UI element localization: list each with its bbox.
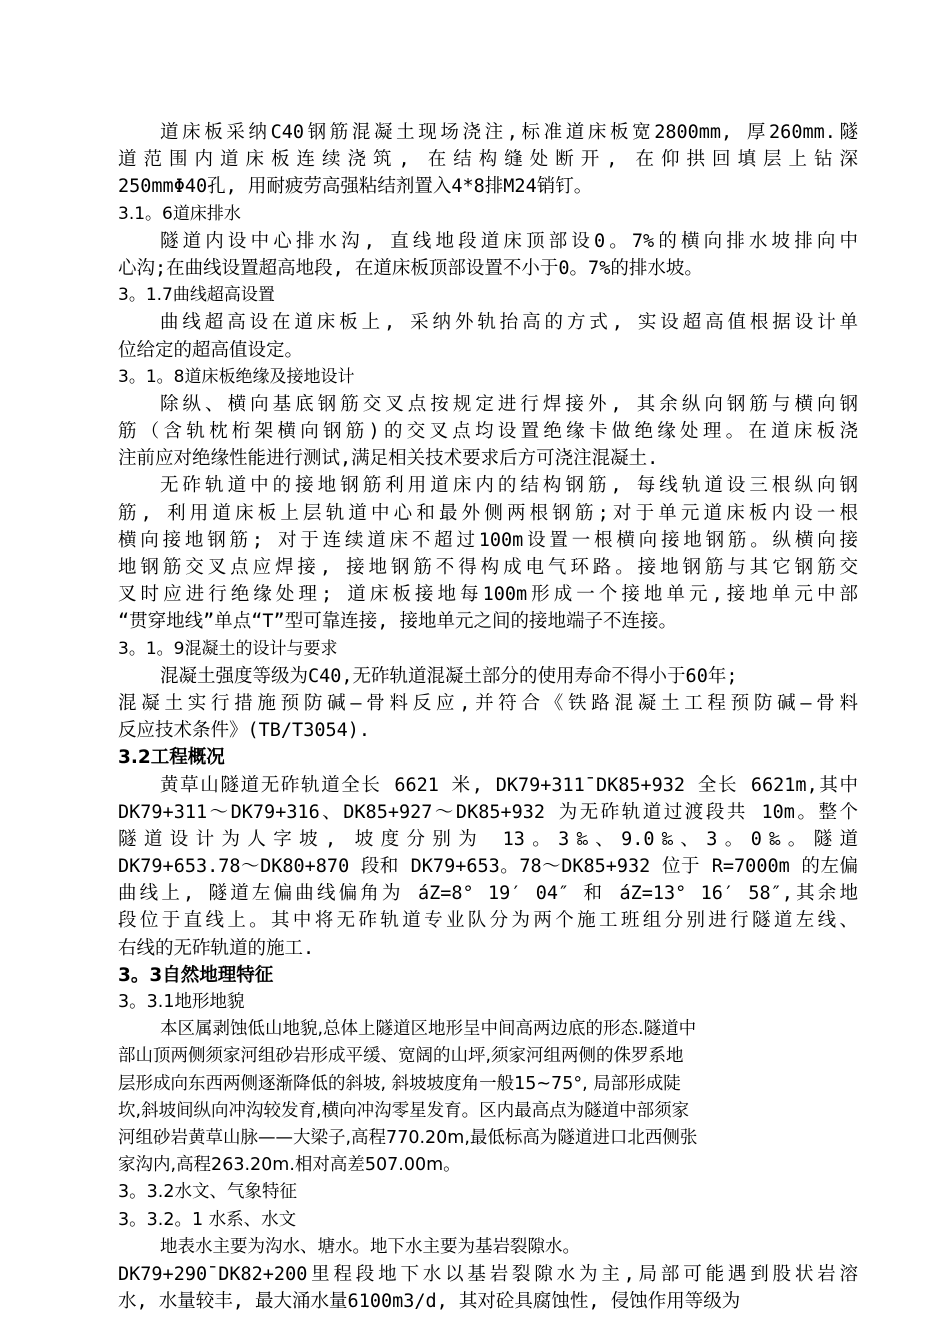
text-line: 3。1.7曲线超高设置 — [118, 285, 275, 306]
text-line: 道床板采纳C40钢筋混凝土现场浇注,标准道床板宽2800mm, 厚260mm.隧 — [160, 122, 858, 143]
text-line: 黄草山隧道无砟轨道全长 6621 米, DK79+311¯DK85+932 全长 6621m,其中 — [160, 774, 858, 796]
text-line: 位给定的超高值设定。 — [118, 339, 304, 361]
text-line: 反应技术条件》(TB/T3054). — [118, 720, 371, 742]
text-line: 注前应对绝缘性能进行测试,满足相关技术要求后方可浇注混凝土. — [118, 448, 659, 470]
text-line: 筋（含轨枕桁架横向钢筋)的交叉点均设置绝缘卡做绝缘处理。在道床板浇 — [118, 421, 858, 443]
text-line: 隧道内设中心排水沟, 直线地段道床顶部设0。7%的横向排水坡排向中 — [160, 230, 858, 252]
text-line: 250mmΦ40孔, 用耐疲劳高强粘结剂置入4*8排M24销钉。 — [118, 176, 593, 198]
document-body — [118, 119, 858, 1315]
text-line: 道范围内道床板连续浇筑, 在结构缝处断开, 在仰拱回填层上钻深 — [118, 149, 858, 171]
text-line: 3.1。6道床排水 — [118, 203, 241, 224]
text-line: 3。3.2水文、气象特征 — [118, 1182, 297, 1203]
text-line: DK79+653.78～DK80+870 段和 DK79+653。78～DK85+932 位于 R=7000m 的左偏 — [118, 856, 858, 878]
text-line: DK79+290¯DK82+200里程段地下水以基岩裂隙水为主,局部可能遇到股状岩溶 — [118, 1263, 858, 1285]
text-line: 叉时应进行绝缘处理; 道床板接地每100m形成一个接地单元,接地单元中部 — [118, 584, 858, 606]
text-line: 水, 水量较丰, 最大涌水量6100m3/d, 其对砼具腐蚀性, 侵蚀作用等级为 — [118, 1291, 741, 1313]
text-line: 河组砂岩黄草山脉——大梁子,高程770.20m,最低标高为隧道进口北西侧张 — [118, 1127, 698, 1148]
text-line: 横向接地钢筋; 对于连续道床不超过100m设置一根横向接地钢筋。纵横向接 — [118, 529, 858, 551]
text-line: 家沟内,高程263.20m.相对高差507.00m。 — [118, 1155, 461, 1176]
text-line: 部山顶两侧须家河组砂岩形成平缓、宽阔的山坪,须家河组两侧的侏罗系地 — [118, 1046, 684, 1067]
text-line: 层形成向东西两侧逐渐降低的斜坡, 斜坡坡度角一般15~75°, 局部形成陡 — [118, 1073, 681, 1094]
text-line: 混凝土实行措施预防碱—骨料反应,并符合《铁路混凝土工程预防碱—骨料 — [118, 692, 858, 714]
text-line: “贯穿地线”单点“T”型可靠连接, 接地单元之间的接地端子不连接。 — [118, 611, 677, 633]
text-line: 段位于直线上。其中将无砟轨道专业队分为两个施工班组分别进行隧道左线、 — [118, 910, 858, 932]
text-line: 地表水主要为沟水、塘水。地下水主要为基岩裂隙水。 — [160, 1236, 580, 1257]
text-line: 3。3自然地理特征 — [118, 964, 274, 986]
text-line: DK79+311～DK79+316、DK85+927～DK85+932 为无砟轨道过渡段共 10m。整个 — [118, 801, 858, 823]
text-line: 3。3.1地形地貌 — [118, 992, 245, 1012]
text-line: 曲线上, 隧道左偏曲线偏角为 áZ=8° 19′ 04″ 和 áZ=13° 16′ 58″,其余地 — [118, 883, 858, 905]
text-line: 3。3.2。1 水系、水文 — [118, 1209, 297, 1230]
text-line: 无砟轨道中的接地钢筋利用道床内的结构钢筋, 每线轨道设三根纵向钢 — [160, 475, 858, 497]
text-line: 3。1。8道床板绝缘及接地设计 — [118, 366, 355, 387]
text-line: 心沟;在曲线设置超高地段, 在道床板顶部设置不小于0。7%的排水坡。 — [118, 257, 703, 279]
text-line: 筋, 利用道床板上层轨道中心和最外侧两根钢筋;对于单元道床板内设一根 — [118, 502, 858, 524]
text-line: 右线的无砟轨道的施工. — [118, 937, 315, 959]
text-line: 本区属剥蚀低山地貌,总体上隧道区地形呈中间高两边底的形态.隧道中 — [160, 1019, 697, 1040]
text-line: 隧道设计为人字坡, 坡度分别为 13。3‰、9.0‰、3。0‰。隧道 — [118, 828, 858, 850]
text-line: 3。1。9混凝土的设计与要求 — [118, 638, 338, 659]
text-line: 曲线超高设在道床板上, 采纳外轨抬高的方式, 实设超高值根据设计单 — [160, 312, 858, 334]
text-line: 坎,斜坡间纵向冲沟较发育,横向冲沟零星发育。区内最高点为隧道中部须家 — [118, 1100, 690, 1121]
text-line: 除纵、横向基底钢筋交叉点按规定进行焊接外, 其余纵向钢筋与横向钢 — [160, 393, 858, 415]
text-line: 混凝土强度等级为C40,无砟轨道混凝土部分的使用寿命不得小于60年; — [160, 665, 738, 687]
text-line: 地钢筋交叉点应焊接, 接地钢筋不得构成电气环路。接地钢筋与其它钢筋交 — [118, 557, 858, 578]
text-line: 3.2工程概况 — [118, 747, 225, 769]
